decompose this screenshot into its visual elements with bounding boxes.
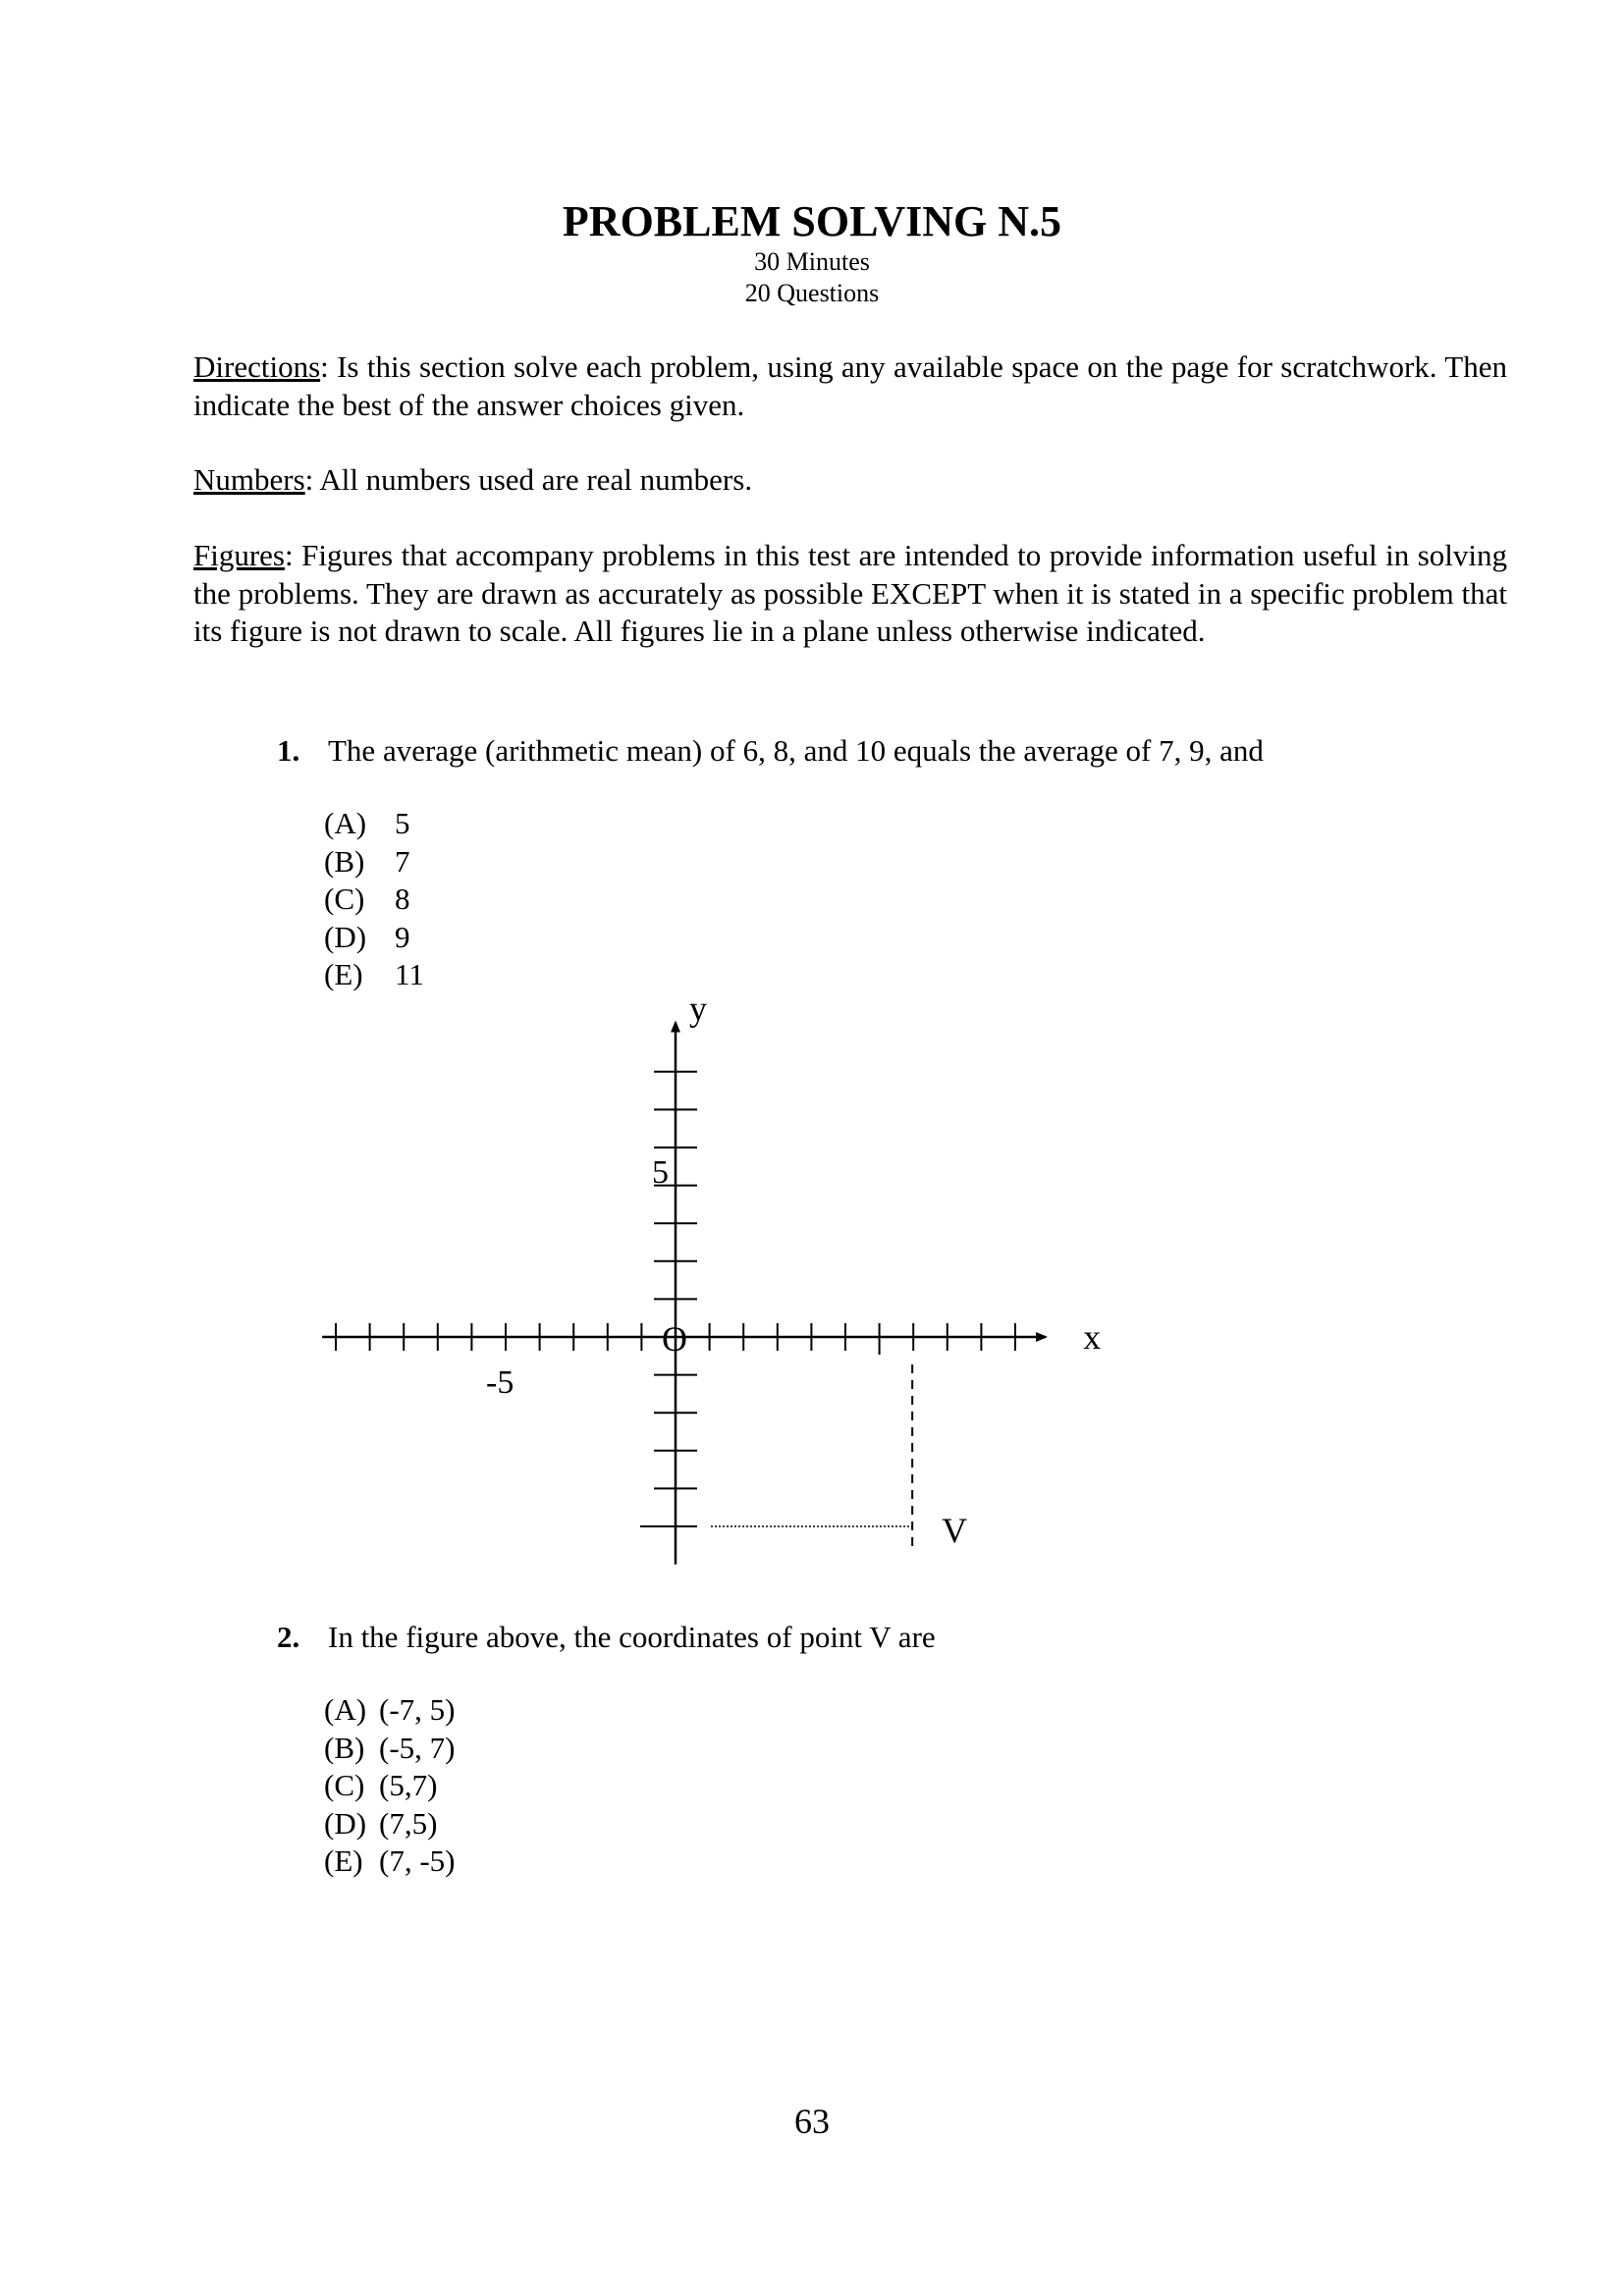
choice-value: (7,5): [379, 1805, 438, 1841]
question-1: [277, 733, 1264, 769]
choice-label: (C): [324, 1768, 365, 1802]
x-tick-label: -5: [486, 1364, 514, 1401]
choice-value: 11: [395, 957, 424, 991]
choice-c[interactable]: [324, 881, 424, 919]
choice-value: (-7, 5): [379, 1692, 456, 1727]
choice-label: (A): [324, 1692, 367, 1727]
page-number: 63: [794, 2102, 830, 2141]
answer-choices-1: [324, 805, 424, 994]
x-axis-label: x: [1083, 1317, 1102, 1357]
choice-label: (E): [324, 957, 363, 991]
choice-value: 7: [395, 843, 410, 879]
choice-d[interactable]: [324, 1805, 455, 1843]
choice-label: (C): [324, 881, 365, 916]
choice-label: (A): [324, 806, 367, 840]
choice-b[interactable]: [324, 1730, 455, 1768]
choice-value: (5,7): [379, 1768, 438, 1802]
numbers-paragraph: Numbers: All numbers used are real numbers.: [193, 462, 753, 497]
choice-value: 9: [395, 919, 410, 954]
choice-value: (7, -5): [379, 1843, 456, 1878]
figures-text: Figures that accompany problems in this test are intended to provide information useful in solving the problems. They are drawn as accurately as possible EXCEPT when it is stated in a specific problem that its figure is not drawn to scale. All figures lie in a plane unless otherwise indicated.: [193, 538, 1507, 648]
choice-label: (D): [324, 1805, 367, 1841]
section-title: PROBLEM SOLVING N.5: [562, 197, 1062, 245]
time-limit: 30 Minutes: [754, 247, 870, 276]
question-number: 1.: [277, 733, 300, 768]
choice-value: 8: [395, 881, 410, 916]
numbers-label: Numbers: [193, 462, 305, 497]
origin-label: O: [662, 1319, 687, 1359]
choice-label: (E): [324, 1843, 363, 1878]
choice-label: (B): [324, 1730, 365, 1765]
question-number: 2.: [277, 1620, 300, 1654]
coordinate-plane-figure: [295, 982, 1178, 1590]
choice-e[interactable]: [324, 1842, 455, 1881]
question-2: [277, 1620, 936, 1655]
answer-choices-2: [324, 1691, 455, 1881]
point-v-label: V: [942, 1511, 968, 1550]
question-text: In the figure above, the coordinates of point V are: [328, 1620, 936, 1654]
figures-paragraph: Figures: Figures that accompany problems in this test are intended to provide information useful in solving the problems. They are drawn as accurately as possible EXCEPT when it is stated in a specific problem that its figure is not drawn to scale. All figures lie in a plane unless otherwise indicated.: [193, 538, 1507, 648]
choice-b[interactable]: [324, 843, 424, 881]
choice-value: (-5, 7): [379, 1730, 456, 1765]
choice-label: (D): [324, 919, 367, 954]
directions-paragraph: Directions: Is this section solve each problem, using any available space on the page for scratchwork. Then indicate the best of the answer choices given.: [193, 349, 1507, 422]
directions-text: Is this section solve each problem, using any available space on the page for scratchwork. Then indicate the best of the answer choices given.: [193, 349, 1507, 422]
y-axis-label: y: [689, 988, 707, 1029]
directions-label: Directions: [193, 349, 321, 384]
question-text: The average (arithmetic mean) of 6, 8, and 10 equals the average of 7, 9, and: [328, 733, 1264, 768]
choice-d[interactable]: [324, 919, 424, 957]
figures-label: Figures: [193, 538, 285, 572]
question-count: 20 Questions: [744, 279, 880, 307]
choice-value: 5: [395, 806, 410, 840]
choice-c[interactable]: [324, 1767, 455, 1805]
choice-a[interactable]: [324, 1691, 455, 1730]
choice-label: (B): [324, 843, 365, 879]
y-tick-label: 5: [652, 1154, 669, 1191]
numbers-text: All numbers used are real numbers.: [313, 462, 753, 497]
choice-a[interactable]: [324, 805, 424, 843]
